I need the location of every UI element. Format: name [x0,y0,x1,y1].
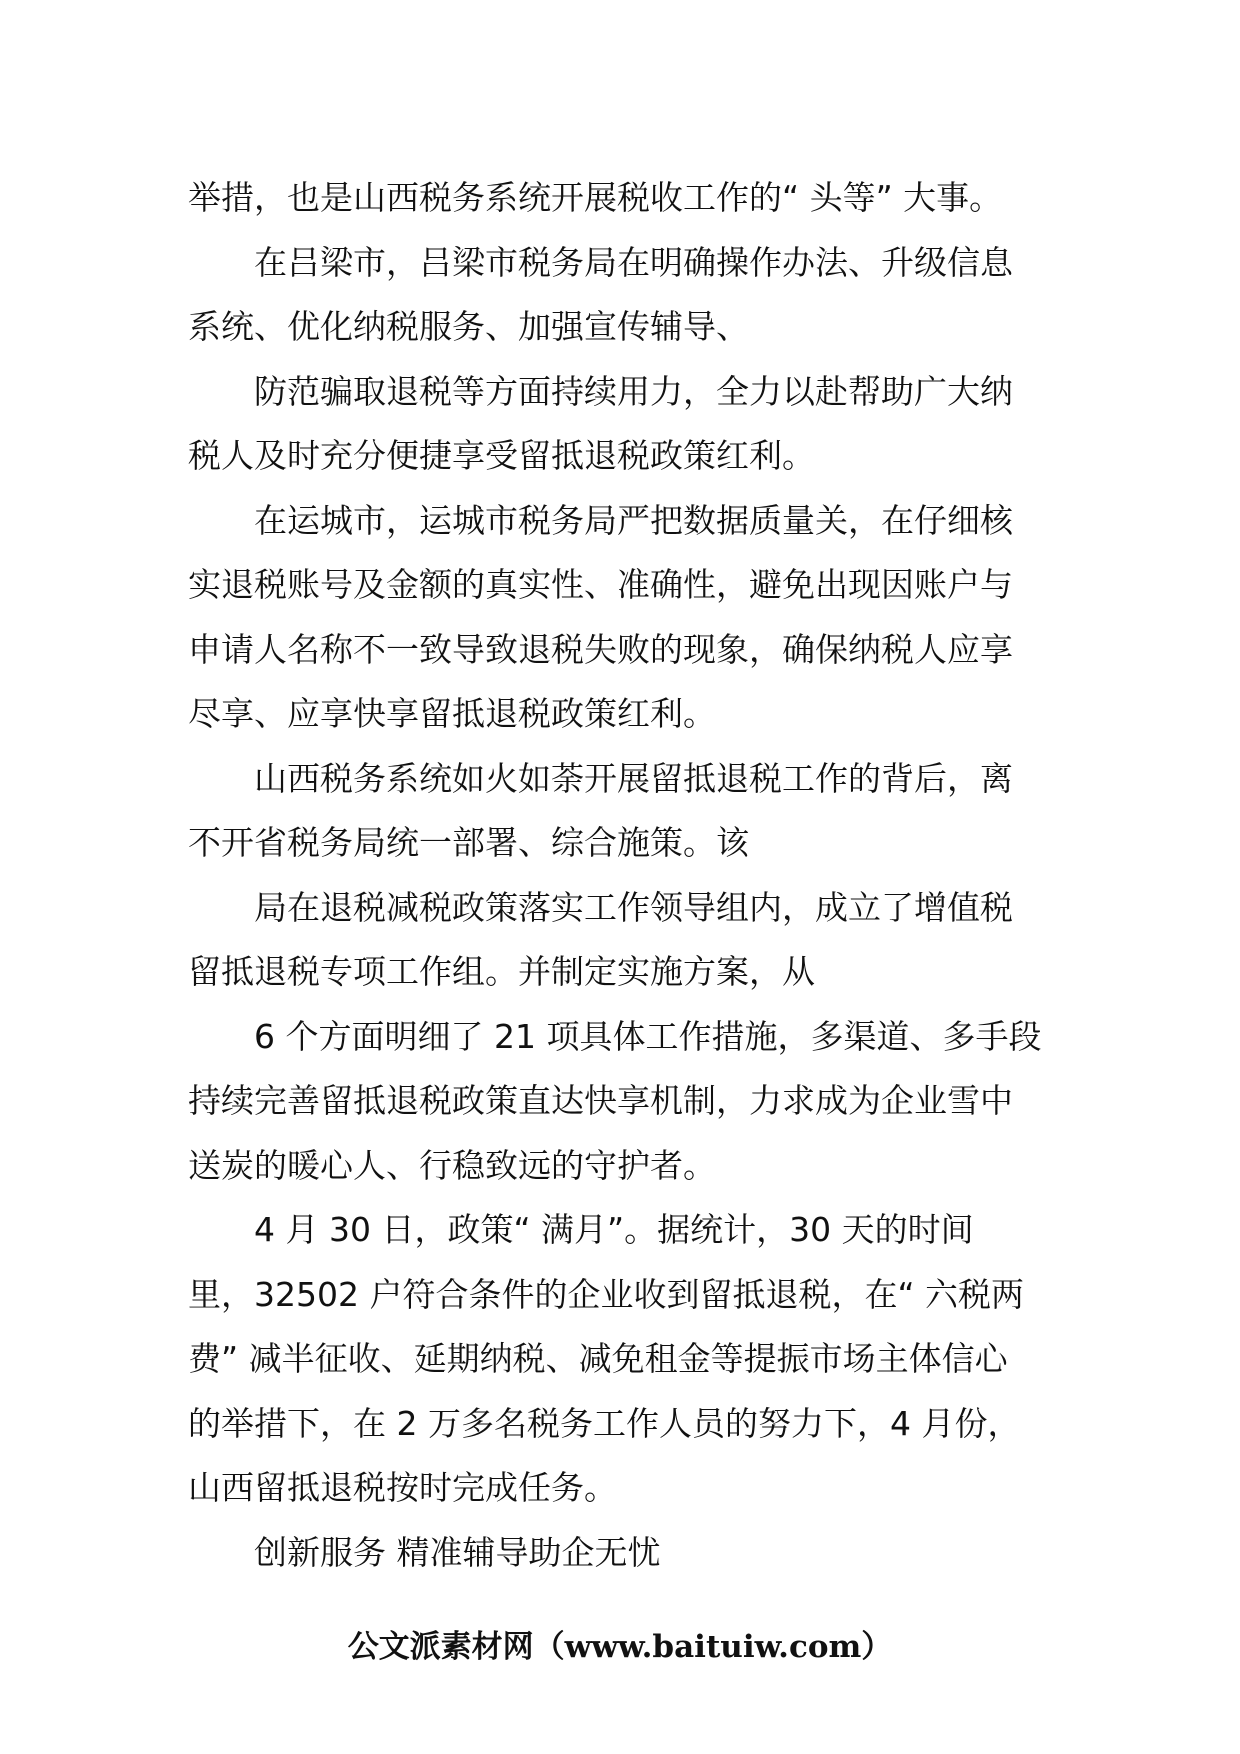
text-line: 防范骗取退税等方面持续用力，全力以赴帮助广大纳 [254,371,1013,411]
text-line: 系统、优化纳税服务、加强宣传辅导、 [188,307,749,346]
text-line: 6 个方面明细了 21 项具体工作措施，多渠道、多手段 [254,1016,1042,1056]
text-line: 留抵退税专项工作组。并制定实施方案，从 [188,952,815,991]
text-line: 里，32502 户符合条件的企业收到留抵退税，在“ 六税两 [188,1274,1025,1314]
article-body [188,166,1068,1585]
text-line: 局在退税减税政策落实工作领导组内，成立了增值税 [254,887,1013,927]
text-line: 送炭的暖心人、行稳致远的守护者。 [188,1145,716,1185]
footer-watermark: 公文派素材网（www.baituiw.com） [347,1629,893,1665]
text-line: 费” 减半征收、延期纳税、减免租金等提振市场主体信心 [188,1339,1008,1378]
text-line: 在运城市，运城市税务局严把数据质量关，在仔细核 [254,500,1013,540]
text-line: 创新服务 精准辅导助企无忧 [254,1532,661,1572]
text-line: 申请人名称不一致导致退税失败的现象，确保纳税人应享 [188,629,1013,669]
text-line: 尽享、应享快享留抵退税政策红利。 [188,694,716,733]
text-line: 持续完善留抵退税政策直达快享机制，力求成为企业雪中 [188,1081,1013,1120]
text-line: 山西税务系统如火如荼开展留抵退税工作的背后，离 [254,758,1013,798]
text-line: 实退税账号及金额的真实性、准确性，避免出现因账户与 [188,565,1013,604]
text-line: 4 月 30 日，政策“ 满月”。据统计，30 天的时间 [254,1210,974,1249]
text-line: 举措，也是山西税务系统开展税收工作的“ 头等” 大事。 [188,178,1003,217]
text-line: 税人及时充分便捷享受留抵退税政策红利。 [188,436,815,475]
text-line: 不开省税务局统一部署、综合施策。该 [188,823,749,862]
text-line: 山西留抵退税按时完成任务。 [188,1468,617,1507]
text-line: 的举措下，在 2 万多名税务工作人员的努力下，4 月份， [188,1403,1021,1443]
text-line: 在吕梁市，吕梁市税务局在明确操作办法、升级信息 [254,242,1013,282]
